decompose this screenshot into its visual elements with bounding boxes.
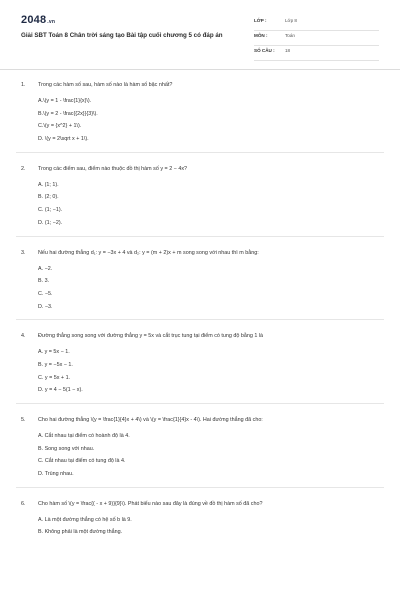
page-title: Giải SBT Toán 8 Chân trời sáng tạo Bài tập cuối chương 5 có đáp án	[21, 32, 223, 39]
question-number: 5.	[21, 417, 26, 423]
option-b[interactable]	[0, 193, 400, 206]
option-label: A. Cắt nhau tại điểm có hoành độ là 4.	[38, 433, 130, 439]
question-divider	[16, 487, 384, 488]
question-2	[0, 166, 400, 237]
option-d[interactable]	[0, 303, 400, 316]
question-number: 2.	[21, 165, 26, 172]
option-d[interactable]	[0, 219, 400, 232]
question-text: Đường thẳng song song với đường thẳng y = 5x và cắt trục tung tại điểm có tung độ bằng 1 là	[38, 333, 264, 340]
option-label: A. −2.	[38, 265, 53, 272]
meta-label: LỚP :	[254, 18, 267, 23]
page-header	[0, 0, 400, 64]
option-b[interactable]	[0, 277, 400, 290]
question-divider	[16, 152, 384, 153]
meta-row-count	[254, 46, 379, 61]
option-a[interactable]	[0, 348, 400, 361]
question-text: Trong các điểm sau, điểm nào thuộc đồ thị hàm số y = 2 − 4x?	[38, 165, 188, 172]
header-divider	[0, 69, 400, 70]
option-b[interactable]	[0, 445, 400, 458]
question-text: Nếu hai đường thẳng d₁: y = −3x + 4 và d₂: y = (m + 2)x + m song song với nhau thì m bằng:	[38, 249, 259, 256]
option-a[interactable]	[0, 265, 400, 278]
question-number: 4.	[21, 333, 26, 340]
option-b[interactable]	[0, 361, 400, 374]
option-label: D. −3.	[38, 303, 53, 310]
option-d[interactable]	[0, 386, 400, 399]
question-3	[0, 250, 400, 321]
meta-label: SỐ CÂU :	[254, 48, 275, 53]
option-label: B. 3.	[38, 278, 50, 285]
option-d[interactable]	[0, 470, 400, 483]
question-number: 6.	[21, 500, 26, 507]
meta-value: Lớp 8	[285, 18, 297, 23]
question-text: Cho hai đường thẳng \(y = \frac{1}{4}x + 4\) và \(y = \frac{1}{4}x - 4\). Hai đường thẳng đã cho:	[38, 417, 263, 423]
option-label: B. Không phải là một đường thẳng.	[38, 529, 123, 536]
option-b[interactable]	[0, 110, 400, 123]
option-label: C. y = 5x + 1.	[38, 374, 71, 381]
option-label: B.\(y = 2 - \frac{{2x}}{3}\).	[38, 110, 98, 117]
question-4	[0, 333, 400, 404]
option-b[interactable]	[0, 528, 400, 541]
option-label: C.\(y = {x^2} + 1\).	[38, 123, 82, 130]
meta-row-class	[254, 16, 379, 31]
logo-text: 2048	[21, 14, 47, 26]
question-divider	[16, 319, 384, 320]
option-label: B. y = −5x − 1.	[38, 361, 73, 368]
option-label: A.\(y = 1 - \frac{1}{x}\).	[38, 98, 92, 104]
option-c[interactable]	[0, 374, 400, 387]
option-label: A. y = 5x − 1.	[38, 349, 70, 356]
question-text: Cho hàm số \(y = \frac{( - x + 9)}{9}\). Phát biểu nào sau đây là đúng về đồ thị hàm số đã cho?	[38, 500, 263, 507]
meta-value: 18	[285, 48, 291, 53]
question-number: 3.	[21, 249, 26, 256]
option-label: A. (1; 1).	[38, 181, 59, 188]
question-list	[0, 82, 400, 554]
option-a[interactable]	[0, 516, 400, 529]
question-6	[0, 501, 400, 541]
option-c[interactable]	[0, 122, 400, 135]
question-5	[0, 417, 400, 488]
option-label: A. Là một đường thẳng có hệ số b là 9.	[38, 516, 132, 523]
option-label: C. −5.	[38, 290, 53, 297]
question-text: Trong các hàm số sau, hàm số nào là hàm số bậc nhất?	[38, 82, 173, 88]
logo-tld: .vn	[47, 19, 56, 25]
meta-value: Toán	[285, 33, 295, 38]
option-label: B. Song song với nhau.	[38, 445, 95, 452]
option-label: D. Trùng nhau.	[38, 471, 74, 478]
question-divider	[16, 403, 384, 404]
option-a[interactable]	[0, 97, 400, 110]
option-label: B. (2; 0).	[38, 194, 59, 201]
option-c[interactable]	[0, 206, 400, 219]
meta-label: MÔN :	[254, 33, 268, 38]
option-a[interactable]	[0, 181, 400, 194]
question-divider	[16, 236, 384, 237]
option-c[interactable]	[0, 290, 400, 303]
option-label: D. \(y = 2\sqrt x + 1\).	[38, 136, 89, 143]
option-a[interactable]	[0, 432, 400, 445]
meta-row-subject	[254, 31, 379, 46]
option-label: D. y = 4 − 5(1 − x).	[38, 387, 83, 394]
option-d[interactable]	[0, 135, 400, 148]
question-number: 1.	[21, 82, 26, 88]
site-logo[interactable]	[21, 14, 55, 26]
option-label: C. (1; −1).	[38, 207, 63, 214]
option-c[interactable]	[0, 457, 400, 470]
option-label: C. Cắt nhau tại điểm có tung độ là 4.	[38, 458, 126, 465]
question-1	[0, 82, 400, 153]
quiz-meta	[254, 16, 379, 61]
option-label: D. (1; −2).	[38, 219, 63, 226]
